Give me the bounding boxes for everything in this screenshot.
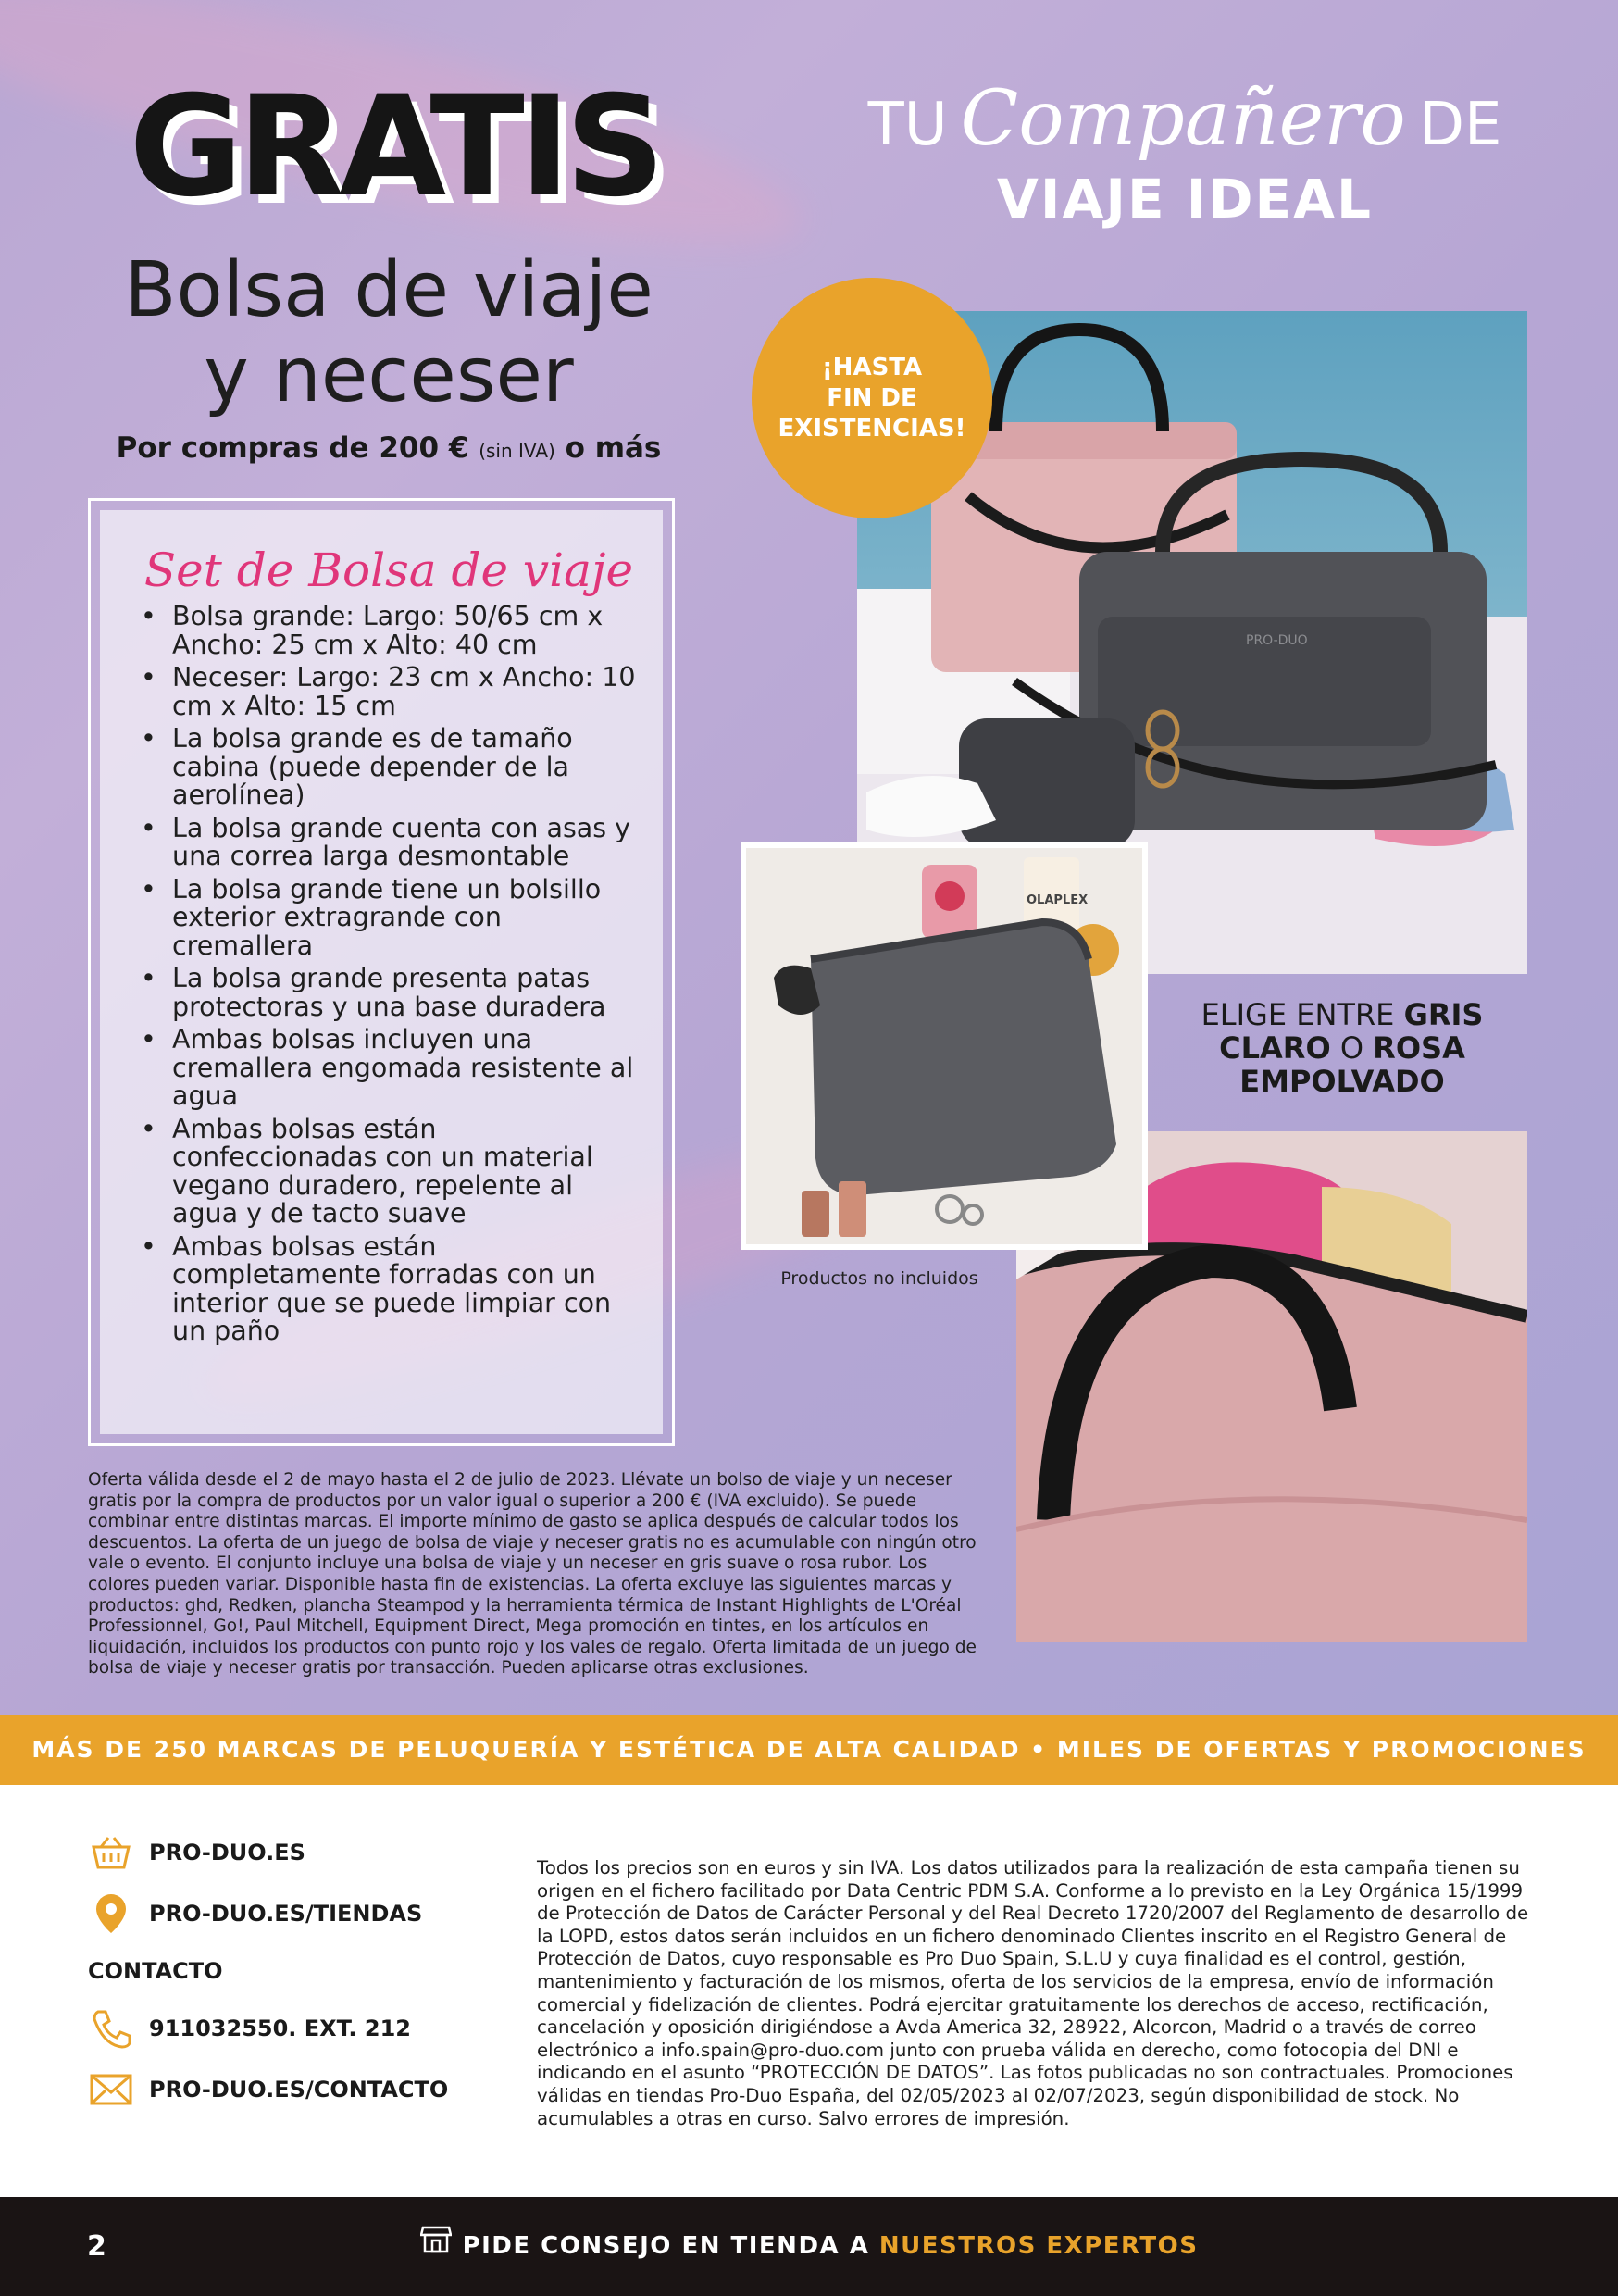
feature-item: • Neceser: Largo: 23 cm x Ancho: 10 cm x Alto: 15 cm: [137, 664, 641, 720]
legal-notice: Todos los precios son en euros y sin IVA. Los datos utilizados para la realización de esta campaña tienen su origen en el fichero facilitado por Data Centric PDM S.A. Conforme a lo previsto en la Ley Orgánica 15/1999 de Protección de Datos de Carácter Personal y del Real Decreto 1720/2007 del Reglamento de desarrollo de la LOPD, estos datos serán incluidos en un fichero denominado Clientes inscrito en el Registro General de Protección de Datos, cuyo responsable es Pro Duo Spain, S.L.U y cuya finalidad es el control, gestión, mantenimiento y facturación de los mismos, oferta de los servicios de la empresa, envío de información comercial y fidelización de clientes. Podrá ejercitar gratuitamente los derechos de acceso, rectificación, cancelación y oposición dirigiéndose a Avda America 32, 28922, Alcorcon, Madrid o a través de correo electrónico a info.spain@pro-duo.com junto con prueba válida en derecho, como fotocopia del DNI e indicando en el asunto “PROTECCIÓN DE DATOS”. Las fotos publicadas no son contractuales. Promociones válidas en tiendas Pro-Duo España, del 02/05/2023 al 02/07/2023, según disponibilidad de stock. No acumulables a otras en curso. Salvo errores de impresión.: [537, 1857, 1529, 2129]
feature-item: • Ambas bolsas están confeccionadas con un material vegano duradero, repelente al agua y de tacto suave: [137, 1116, 641, 1229]
travel-headline: [796, 75, 1574, 231]
choose-rosa: ROSA: [1373, 1030, 1465, 1066]
choose-gris: GRIS: [1403, 997, 1484, 1032]
feature-item: • Ambas bolsas incluyen una cremallera engomada resistente al agua: [137, 1026, 641, 1111]
features-box: [88, 498, 675, 1446]
badge-line: EXISTENCIAS!: [778, 414, 966, 443]
contact-mail-link[interactable]: PRO-DUO.ES/CONTACTO: [149, 2077, 449, 2103]
contact-block: [88, 1822, 477, 2120]
purchase-condition: [74, 431, 703, 465]
feature-item: • Bolsa grande: Largo: 50/65 cm x Ancho: 25 cm x Alto: 40 cm: [137, 603, 641, 659]
contact-heading: CONTACTO: [88, 1958, 223, 1984]
choose-empolvado: EMPOLVADO: [1239, 1064, 1445, 1099]
contact-web-link[interactable]: PRO-DUO.ES: [149, 1840, 305, 1866]
contact-web-row[interactable]: [88, 1822, 477, 1883]
color-choice-text: [1166, 998, 1518, 1098]
contact-mail-row[interactable]: [88, 2059, 477, 2120]
contact-stores-row[interactable]: [88, 1883, 477, 1944]
page-number: 2: [87, 2230, 106, 2263]
feature-item: • Ambas bolsas están completamente forradas con un interior que se puede limpiar con un paño: [137, 1233, 641, 1346]
stock-badge: [752, 278, 992, 518]
envelope-icon: [88, 2066, 134, 2113]
choose-claro: CLARO: [1219, 1030, 1331, 1066]
contact-stores-link[interactable]: PRO-DUO.ES/TIENDAS: [149, 1901, 423, 1927]
badge-line: ¡HASTA: [821, 353, 923, 381]
footer-message: [0, 2197, 1618, 2296]
features-list: [137, 603, 641, 1346]
feature-item: • La bolsa grande cuenta con asas y una correa larga desmontable: [137, 815, 641, 871]
bag-brand-label: PRO-DUO: [1246, 633, 1308, 648]
price-suffix: o más: [565, 431, 662, 465]
subtitle-line: y neceser: [204, 331, 574, 419]
toiletry-bag-photo: [741, 842, 1148, 1250]
footer-message-accent: NUESTROS EXPERTOS: [878, 2232, 1199, 2260]
contact-phone-number[interactable]: 911032550. EXT. 212: [149, 2015, 411, 2041]
products-not-included-note: Productos no incluidos: [780, 1268, 978, 1289]
offer-terms: Oferta válida desde el 2 de mayo hasta el 2 de julio de 2023. Llévate un bolso de viaje y un neceser gratis por la compra de productos por un valor igual o superior a 200 € (IVA excluido). Se puede combinar entre distintas marcas. El importe mínimo de gasto se aplica después de calcular todos los descuentos. La oferta de un juego de bolsa de viaje y neceser gratis no es acumulable con ningún otro vale o evento. El conjunto incluye una bolsa de viaje y un neceser en gris suave o rosa rubor. Los colores pueden variar. Disponible hasta fin de existencias. La oferta excluye las siguientes marcas y productos: ghd, Redken, plancha Steampod y la herramienta térmica de Instant Highlights de L'Oréal Professionnel, Go!, Paul Mitchell, Equipment Direct, Mega promoción en tintes, en los artículos en liquidación, incluidos los productos con punto rojo y los vales de regalo. Oferta limitada de un juego de bolsa de viaje y neceser gratis por transacción. Pueden aplicarse otras exclusiones.: [88, 1470, 977, 1678]
price-tax-note: (sin IVA): [479, 440, 555, 462]
brands-banner: MÁS DE 250 MARCAS DE PELUQUERÍA Y ESTÉTICA DE ALTA CALIDAD • MILES DE OFERTAS Y PROMOCIONES: [0, 1715, 1618, 1785]
store-icon: [420, 2197, 452, 2296]
headline-row: [796, 75, 1574, 167]
footer-message-main: PIDE CONSEJO EN TIENDA A: [462, 2232, 870, 2260]
choose-pre: ELIGE ENTRE: [1201, 997, 1395, 1032]
headline-viaje-ideal: VIAJE IDEAL: [997, 168, 1373, 231]
headline-script: Compañero: [960, 75, 1406, 163]
choose-o: O: [1339, 1030, 1363, 1066]
features-title: Set de Bolsa de viaje: [143, 543, 634, 597]
headline-tu: TU: [867, 91, 948, 159]
price-prefix: Por compras de 200 €: [116, 431, 469, 465]
features-panel: [100, 510, 663, 1434]
subtitle-line: Bolsa de viaje: [124, 246, 653, 334]
feature-item: • La bolsa grande presenta patas protectoras y una base duradera: [137, 965, 641, 1021]
contact-phone-row[interactable]: [88, 1998, 477, 2059]
badge-line: FIN DE: [827, 383, 917, 412]
phone-icon: [88, 2005, 134, 2052]
bottle-label: OLAPLEX: [1027, 893, 1089, 907]
feature-item: • La bolsa grande es de tamaño cabina (puede depender de la aerolínea): [137, 725, 641, 810]
location-pin-icon: [88, 1890, 134, 1937]
headline-de: DE: [1418, 91, 1502, 159]
gratis-heading: GRATIS: [129, 67, 660, 228]
toiletry-illustration: [746, 848, 1142, 1244]
feature-item: • La bolsa grande tiene un bolsillo exterior extragrande con cremallera: [137, 876, 641, 961]
basket-icon: [88, 1829, 134, 1876]
offer-subtitle: [74, 248, 703, 418]
footer-bar: [0, 2197, 1618, 2296]
